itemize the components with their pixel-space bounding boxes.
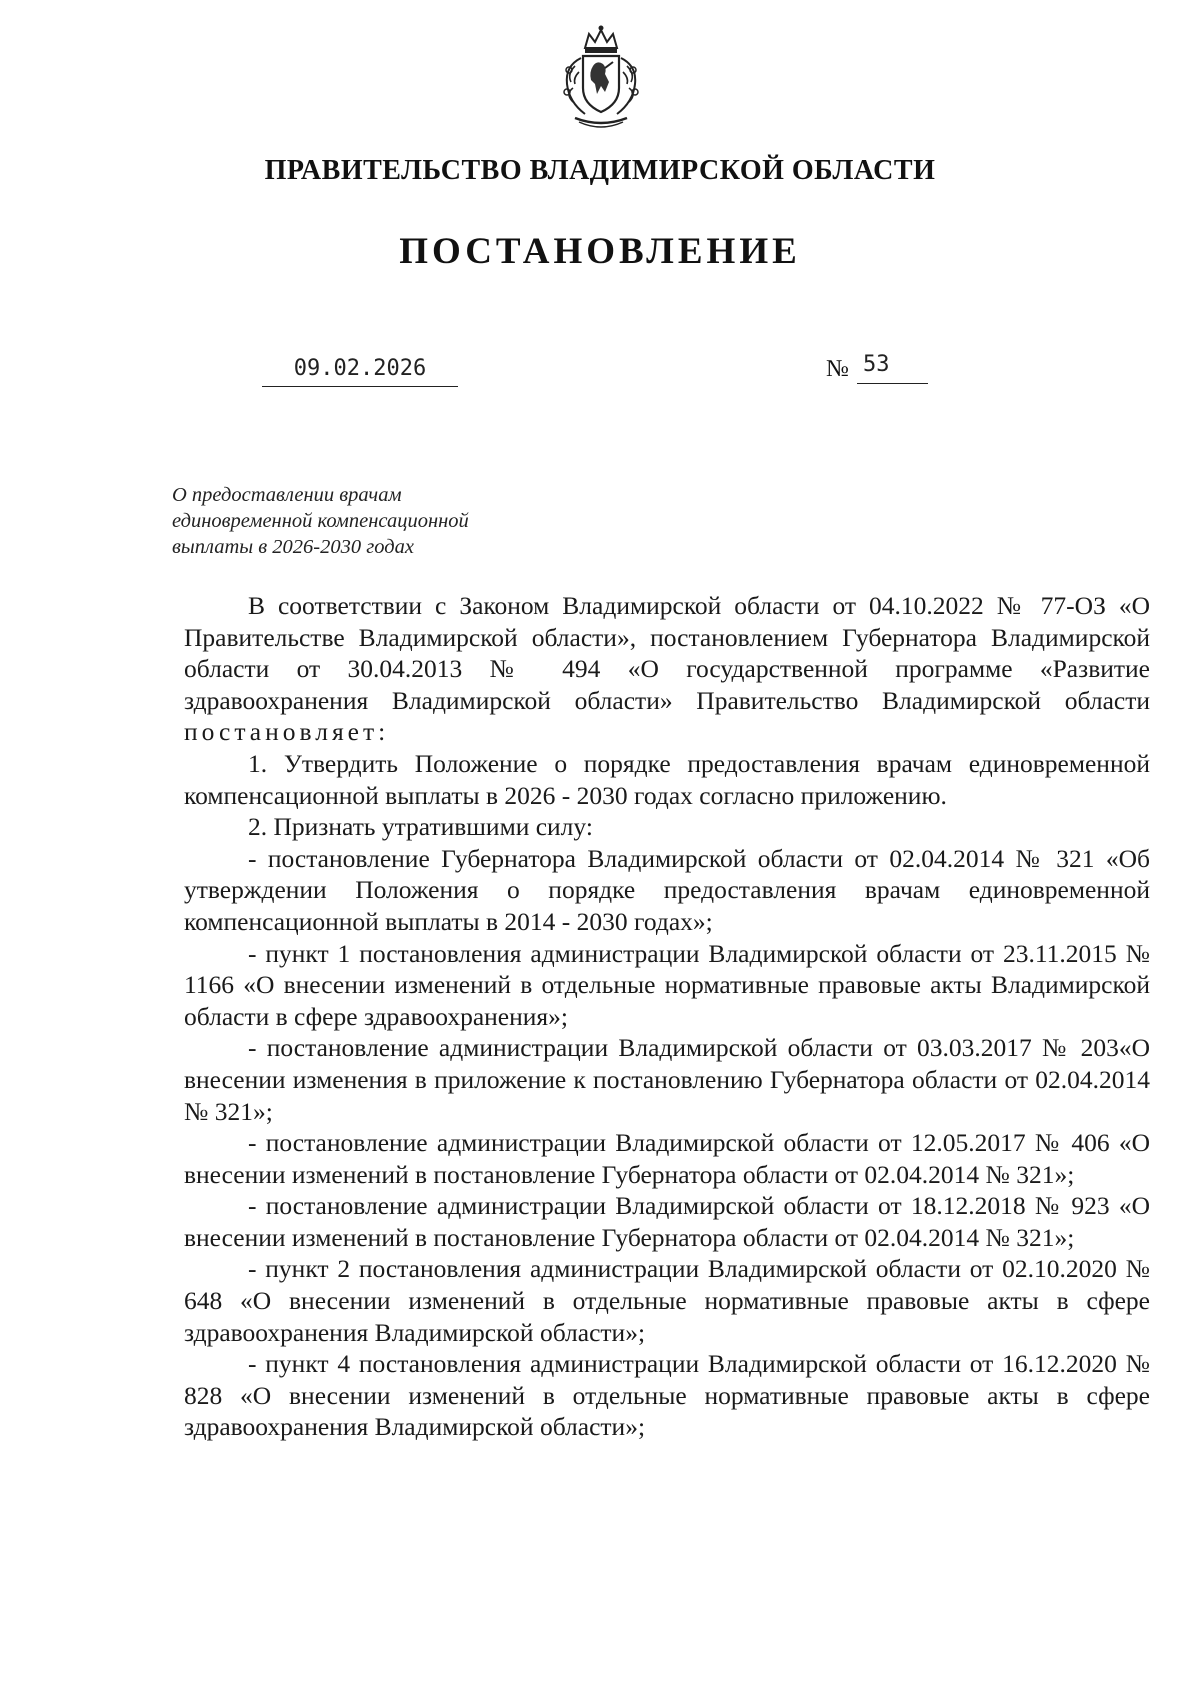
item-2-paragraph: 2. Признать утратившими силу: <box>248 812 593 842</box>
decree-word: постановляет <box>184 717 379 747</box>
subject-line: единовременной компенсационной <box>172 510 469 532</box>
repealed-act-item: - постановление администрации Владимирской области от 12.05.2017 № 406 «О внесении изменений в постановление Губернатора области от 02.04.2014 № 321»; <box>184 1128 1150 1189</box>
repealed-act-item: - пункт 1 постановления администрации Владимирской области от 23.11.2015 № 1166 «О внесении изменений в отдельные нормативные правовые акты Владимирской области в сфере здравоохранения»; <box>184 938 1150 1031</box>
preamble-text: В соответствии с Законом Владимирской области от 04.10.2022 № 77-ОЗ «О Правительстве Владимирской области», постановлением Губернатора Владимирской области от 30.04.2013 № 494 «О государственной программе «Развитие здравоохранения Владимирской области» Правительство Владимирской области <box>184 591 1150 715</box>
repealed-act-item: - постановление Губернатора Владимирской области от 02.04.2014 № 321 «Об утверждении Положения о порядке предоставления врачам единовременной компенсационной выплаты в 2014 - 2030 годах»; <box>184 843 1150 936</box>
preamble-end: : <box>378 717 386 747</box>
repealed-act-item: - пункт 2 постановления администрации Владимирской области от 02.10.2020 № 648 «О внесении изменений в отдельные нормативные правовые акты в сфере здравоохранения Владимирской области»; <box>184 1254 1150 1347</box>
coat-of-arms-emblem <box>545 22 657 134</box>
document-date: 09.02.2026 <box>262 354 458 387</box>
document-subject <box>172 482 592 560</box>
repealed-act-item: - постановление администрации Владимирской области от 18.12.2018 № 923 «О внесении изменений в постановление Губернатора области от 02.04.2014 № 321»; <box>184 1191 1150 1252</box>
document-type-heading: ПОСТАНОВЛЕНИЕ <box>399 231 801 272</box>
item-1-paragraph: 1. Утвердить Положение о порядке предоставления врачам единовременной компенсационной выплаты в 2026 - 2030 годах согласно приложению. <box>184 748 1150 810</box>
document-number: 53 <box>857 350 928 384</box>
preamble-paragraph <box>184 590 1150 748</box>
repealed-act-item: - пункт 4 постановления администрации Владимирской области от 16.12.2020 № 828 «О внесении изменений в отдельные нормативные правовые акты в сфере здравоохранения Владимирской области»; <box>184 1349 1150 1442</box>
repealed-act-item: - постановление администрации Владимирской области от 03.03.2017 № 203«О внесении изменения в приложение к постановлению Губернатора области от 02.04.2014 № 321»; <box>184 1033 1150 1126</box>
number-sign: № <box>826 356 849 382</box>
subject-line: О предоставлении врачам <box>172 484 402 506</box>
subject-line: выплаты в 2026-2030 годах <box>172 536 414 558</box>
document-body <box>184 590 1150 1443</box>
organization-title: ПРАВИТЕЛЬСТВО ВЛАДИМИРСКОЙ ОБЛАСТИ <box>264 155 936 186</box>
